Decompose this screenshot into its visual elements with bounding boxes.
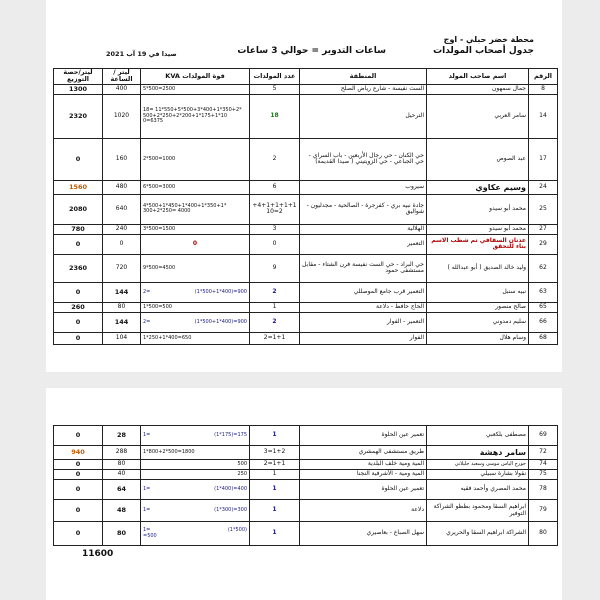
cell-kva — [141, 282, 250, 302]
cell-owner: مصطفى بلكعبي — [427, 426, 529, 446]
cell-num: 78 — [529, 480, 558, 500]
table-row — [54, 224, 558, 234]
kva-count-part: 1= — [143, 485, 151, 492]
table-row — [54, 332, 558, 344]
cell-count: 1 — [250, 522, 300, 546]
cell-dist: 0 — [54, 460, 103, 470]
kva-count-part: 1= — [143, 526, 151, 533]
kva-formula-part: (1*500+1*400)=900 — [194, 318, 247, 325]
col-kva-header: قوة المولدات KVA — [141, 69, 250, 85]
table-header-row — [54, 69, 558, 85]
cell-count: 1+1=2 — [250, 460, 300, 470]
cell-area: الهلالية — [300, 224, 427, 234]
cell-kva: 1*500=500 — [141, 302, 250, 312]
cell-area: التعمير - الفوار — [300, 312, 427, 332]
cell-owner: محمد أبو سيدو — [427, 224, 529, 234]
cell-count: 18 — [250, 94, 300, 138]
cell-area: المية ومية خلف البلدية — [300, 460, 427, 470]
cell-dist: 0 — [54, 312, 103, 332]
cell-liters: 80 — [103, 460, 141, 470]
date-line: صيدا في 19 آب 2021 — [106, 50, 177, 58]
kva-formula-part: (1*400)=400 — [214, 485, 247, 492]
cell-area: الترحيل — [300, 94, 427, 138]
cell-liters: 640 — [103, 194, 141, 224]
cell-kva: 500 — [141, 460, 250, 470]
cell-count: 1 — [250, 470, 300, 480]
table-row — [54, 480, 558, 500]
cell-liters: 400 — [103, 84, 141, 94]
cell-dist: 1300 — [54, 84, 103, 94]
cell-owner: وليد خالد الصديق ( أبو عبدالله ) — [427, 254, 529, 282]
cell-owner: نقولا بشارة سبيلي — [427, 470, 529, 480]
cell-dist: 1560 — [54, 180, 103, 194]
table-row — [54, 234, 558, 254]
table-row — [54, 282, 558, 302]
cell-owner: سليم دمدوني — [427, 312, 529, 332]
cell-liters: 720 — [103, 254, 141, 282]
cell-dist: 2320 — [54, 94, 103, 138]
cell-count: 1 — [250, 500, 300, 522]
document-page-1 — [46, 0, 562, 372]
table-row — [54, 426, 558, 446]
table-row — [54, 470, 558, 480]
cell-kva — [141, 500, 250, 522]
kva-count-part: 1= — [143, 506, 151, 513]
cell-dist: 0 — [54, 332, 103, 344]
cell-count: 1 — [250, 302, 300, 312]
cell-owner: جورج الياس موسى وسعيد جليلاتي — [427, 460, 529, 470]
table-row — [54, 500, 558, 522]
cell-dist: 0 — [54, 500, 103, 522]
cell-kva: 1*250+1*400=650 — [141, 332, 250, 344]
cell-kva: 2*500=1000 — [141, 138, 250, 180]
cell-count: 0 — [250, 234, 300, 254]
cell-liters: 144 — [103, 282, 141, 302]
cell-num: 63 — [529, 282, 558, 302]
kva-formula-part: (1*175)=175 — [214, 431, 247, 438]
col-area-header: المنطقة — [300, 69, 427, 85]
cell-owner: سامر دهشة — [427, 446, 529, 460]
cell-num: 66 — [529, 312, 558, 332]
cell-count: 5 — [250, 84, 300, 94]
cell-owner: الشراكة ابراهيم السقا والحريري — [427, 522, 529, 546]
col-num-header: الرقم — [529, 69, 558, 85]
cell-num: 68 — [529, 332, 558, 344]
cell-dist: 0 — [54, 470, 103, 480]
cell-owner: سامر العربي — [427, 94, 529, 138]
station-title: محطة خضر حبلي - اوج — [443, 35, 534, 44]
table-row — [54, 84, 558, 94]
table-row — [54, 94, 558, 138]
cell-liters: 240 — [103, 224, 141, 234]
cell-dist: 780 — [54, 224, 103, 234]
owners-table-page-2 — [53, 425, 558, 546]
cell-liters: 80 — [103, 302, 141, 312]
cell-dist: 0 — [54, 426, 103, 446]
cell-liters: 1020 — [103, 94, 141, 138]
cell-kva — [141, 426, 250, 446]
cell-dist: 2360 — [54, 254, 103, 282]
cell-area: تعمير عين الحلوة — [300, 426, 427, 446]
col-dist-header: ليتر/حصة التوزيع — [54, 69, 103, 85]
owners-table-page-1 — [53, 68, 558, 345]
table-row — [54, 522, 558, 546]
cell-owner: صالح منصور — [427, 302, 529, 312]
cell-count: 1+1=2 — [250, 332, 300, 344]
cell-num: 24 — [529, 180, 558, 194]
cell-num: 65 — [529, 302, 558, 312]
cell-owner: وسام هلال — [427, 332, 529, 344]
cell-dist: 260 — [54, 302, 103, 312]
cell-owner: عبد الصوص — [427, 138, 529, 180]
cell-owner: عدنان السقافي تم شطب الاسم بناء للتحقق — [427, 234, 529, 254]
kva-result-part: =500 — [143, 532, 157, 539]
cell-area: طريق مستشفى الهمشري — [300, 446, 427, 460]
cell-num: 74 — [529, 460, 558, 470]
table-row — [54, 446, 558, 460]
cell-dist: 940 — [54, 446, 103, 460]
cell-liters: 0 — [103, 234, 141, 254]
document-page-2 — [46, 388, 562, 600]
cell-area: سهل الصباغ - بعاصيري — [300, 522, 427, 546]
cell-dist: 0 — [54, 522, 103, 546]
cell-liters: 480 — [103, 180, 141, 194]
cell-liters: 144 — [103, 312, 141, 332]
col-liters-header: ليتر / الساعة — [103, 69, 141, 85]
cell-count: 2 — [250, 312, 300, 332]
cell-num: 29 — [529, 234, 558, 254]
cell-kva — [141, 480, 250, 500]
cell-num: 17 — [529, 138, 558, 180]
cell-area: التعمير — [300, 234, 427, 254]
cell-kva: 250 — [141, 470, 250, 480]
cell-count: 1+2=3 — [250, 446, 300, 460]
cell-kva: 1*800+2*500=1800 — [141, 446, 250, 460]
cell-num: 80 — [529, 522, 558, 546]
kva-count-part: 1= — [143, 431, 151, 438]
cell-area: تعمير عين الحلوة — [300, 480, 427, 500]
cell-num: 62 — [529, 254, 558, 282]
cell-area: دلاعة — [300, 500, 427, 522]
cell-count: 6 — [250, 180, 300, 194]
cell-count: 1 — [250, 480, 300, 500]
table-title: جدول أصحاب المولدات — [433, 46, 534, 56]
cell-area: حي الكنان - حي رجال الأربعين - باب السراي - حي الجباعي - حي الزويتيني ( صيدا القديمة) — [300, 138, 427, 180]
cell-dist: 0 — [54, 282, 103, 302]
cell-area: حي البراد - حي الست نفيسة فرن الشتاء - مقابل مستشفى حمود — [300, 254, 427, 282]
cell-num: 25 — [529, 194, 558, 224]
cell-owner: ابراهيم السقا ومحمود بظظو الشراكة التوفير — [427, 500, 529, 522]
cell-owner: وسيم عكاوي — [427, 180, 529, 194]
cell-liters: 64 — [103, 480, 141, 500]
cell-owner: محمد المصري وأحمد فقيه — [427, 480, 529, 500]
cell-kva: 3*500=1500 — [141, 224, 250, 234]
cell-area: الحاج حافظ - دلاعة — [300, 302, 427, 312]
cell-count: 3 — [250, 224, 300, 234]
grand-total: 11600 — [82, 549, 114, 559]
cell-liters: 104 — [103, 332, 141, 344]
cell-kva: 9*500=4500 — [141, 254, 250, 282]
cell-liters: 288 — [103, 446, 141, 460]
cell-liters: 48 — [103, 500, 141, 522]
kva-formula-part: (1*500) — [227, 526, 247, 533]
cell-dist: 2080 — [54, 194, 103, 224]
cell-count: 2 — [250, 282, 300, 302]
cell-kva: 5*500=2500 — [141, 84, 250, 94]
table-row — [54, 138, 558, 180]
cell-area: الست نفيسة - شارع رياض الصلح — [300, 84, 427, 94]
kva-count-part: 2= — [143, 318, 151, 325]
table-row — [54, 180, 558, 194]
cell-liters: 80 — [103, 522, 141, 546]
kva-formula-part: (1*300)=300 — [214, 506, 247, 513]
cell-liters: 160 — [103, 138, 141, 180]
cell-dist: 0 — [54, 234, 103, 254]
cell-num: 79 — [529, 500, 558, 522]
cell-num: 8 — [529, 84, 558, 94]
cell-count: 4+1+1+1+1+ 2=10 — [250, 194, 300, 224]
cell-num: 27 — [529, 224, 558, 234]
cell-kva: 6*500=3000 — [141, 180, 250, 194]
col-owner-header: اسم صاحب المولد — [427, 69, 529, 85]
table-row — [54, 302, 558, 312]
col-count-header: عدد المولدات — [250, 69, 300, 85]
cell-area: التعمير قرب جامع الموصللي — [300, 282, 427, 302]
cell-kva: 4*500+1*450+1*400+1*350+1* 300+2*250= 4000 — [141, 194, 250, 224]
cell-area: المية ومية - الأشرفية النجنا — [300, 470, 427, 480]
table-row — [54, 194, 558, 224]
table-row — [54, 312, 558, 332]
cell-kva — [141, 522, 250, 546]
cell-num: 14 — [529, 94, 558, 138]
cell-dist: 0 — [54, 138, 103, 180]
cell-count: 2 — [250, 138, 300, 180]
cell-kva: 0 — [141, 234, 250, 254]
cell-kva — [141, 312, 250, 332]
cell-liters: 40 — [103, 470, 141, 480]
cell-num: 69 — [529, 426, 558, 446]
cell-num: 75 — [529, 470, 558, 480]
cell-area: جادة نبيه بري - كفرجرة - الصالحية - مجدليون - شواليق — [300, 194, 427, 224]
cell-area: سيروب — [300, 180, 427, 194]
cell-num: 72 — [529, 446, 558, 460]
cell-dist: 0 — [54, 480, 103, 500]
cell-liters: 28 — [103, 426, 141, 446]
cell-owner: جمال سمهون — [427, 84, 529, 94]
table-row — [54, 254, 558, 282]
kva-count-part: 2= — [143, 288, 151, 295]
cell-area: الفوار — [300, 332, 427, 344]
table-row — [54, 460, 558, 470]
hours-note: ساعات التدوير = حوالي 3 ساعات — [237, 46, 386, 56]
cell-owner: محمد أبو سيدو — [427, 194, 529, 224]
cell-owner: نبيه سنبل — [427, 282, 529, 302]
cell-count: 9 — [250, 254, 300, 282]
cell-kva: 18= 11*550+5*500+3*400+1*350+2* 500+2*250+2*200+1*175+1*10 0=6375 — [141, 94, 250, 138]
cell-count: 1 — [250, 426, 300, 446]
kva-formula-part: (1*500+1*400)=900 — [194, 288, 247, 295]
